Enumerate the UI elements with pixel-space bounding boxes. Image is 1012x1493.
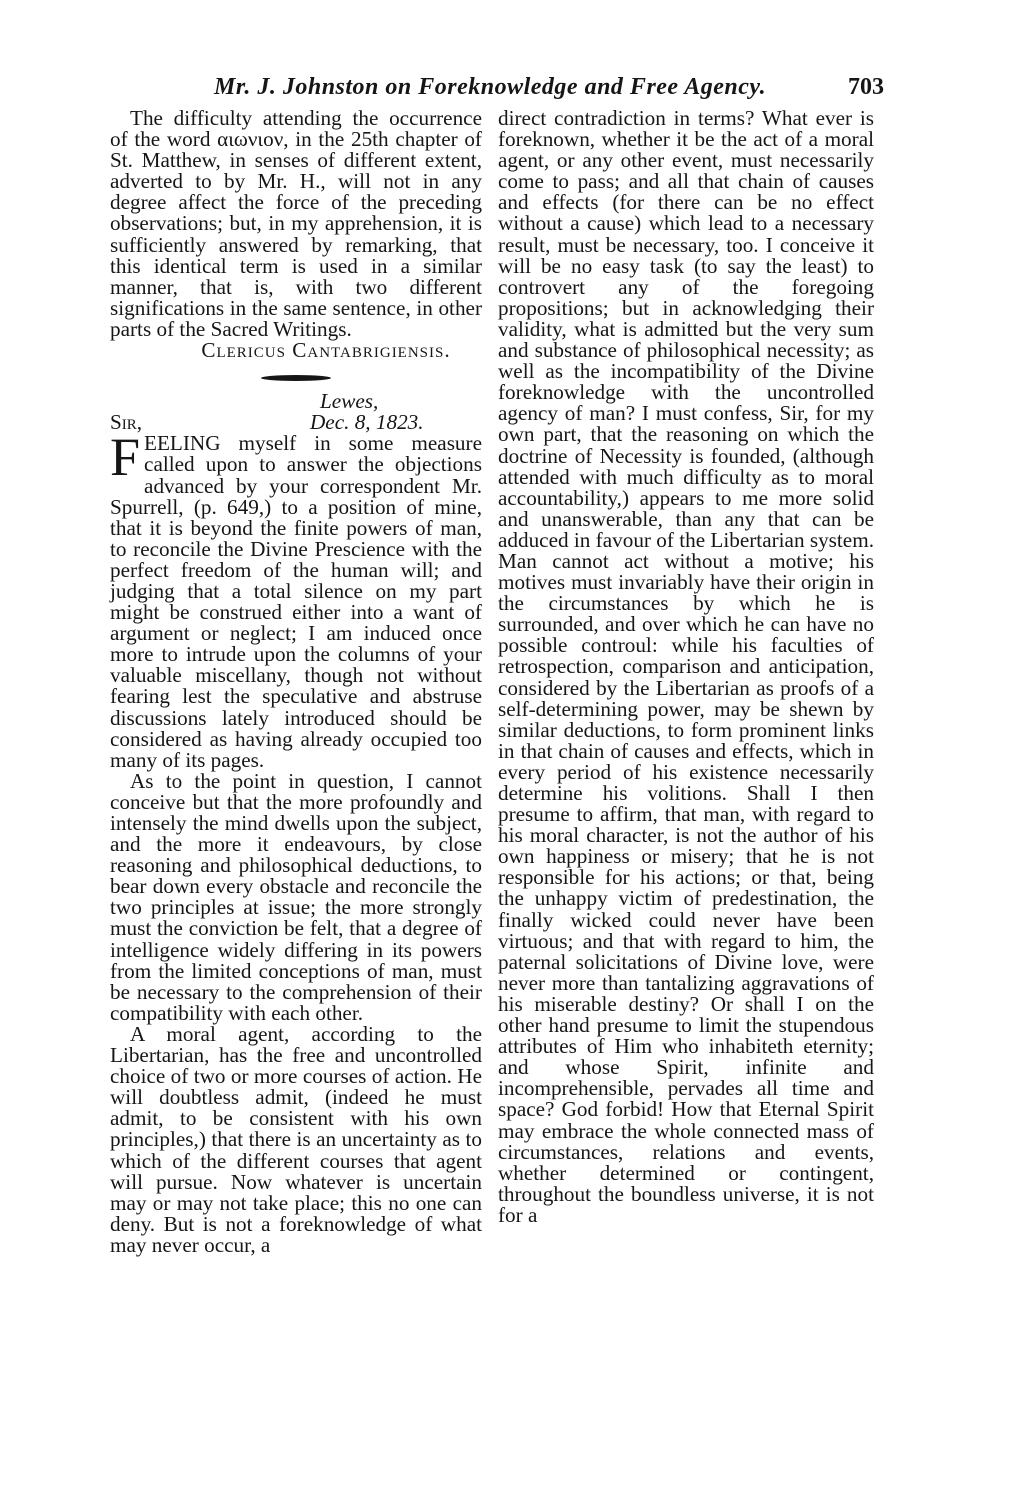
section-divider [261,375,331,381]
letter-place [110,391,482,412]
drop-cap: F [110,427,141,488]
continued-paragraph: direct contradiction in terms? What ever is foreknown, whether it be the act of a moral agent, or any other event, must necessarily come to pass; and all that chain of causes and effects (for there can be no effect without a cause) which lead to a necessary result, must be necessary, too. I conceive it will be no easy task (to say the least) to controvert any of the foregoing propositions; but in acknowledging their validity, what is admitted but the very sum and substance of philosophical necessity; as well as the incompatibility of the Divine foreknowledge with the uncontrolled agency of man? I must confess, Sir, for my own part, that the reasoning on which the doctrine of Necessity is founded, (although attended with much difficulty as to moral accountability,) appears to me more solid and unanswerable, than any that can be adduced in favour of the Libertarian system. Man cannot act without a motive; his motives must invariably have their origin in the circumstances by which he is surrounded, and over which he can have no possible controul: while his faculties of retrospection, comparison and anticipation, considered by the Libertarian as proofs of a self-determining power, may be shewn by similar deductions, to form prominent links in that chain of causes and effects, which in every period of his existence necessarily determine his volitions. Shall I then presume to affirm, that man, with regard to his moral character, is not the author of his own happiness or misery; that he is not responsible for his actions; or that, being the unhappy victim of predestination, the finally wicked could never have been virtuous; and that with regard to him, the paternal solicitations of Divine love, were never more than tantalizing aggravations of his miserable destiny? Or shall I on the other hand presume to limit the stupendous attributes of Him who inhabiteth eternity; and whose Spirit, infinite and incomprehensible, pervades all time and space? God forbid! How that Eternal Spirit may embrace the whole connected mass of circumstances, relations and events, whether determined or contingent, throughout the boundless universe, it is not for a [498,106,874,1227]
body-paragraph: As to the point in question, I cannot conceive but that the more profoundly and intensely the mind dwells upon the subject, and the more it endeavours, by close reasoning and philosophical deductions, to bear down every obstacle and reconcile the two principles at issue; the more strongly must the conviction be felt, that a degree of intelligence widely differing in its powers from the limited conceptions of man, must be necessary to the comprehension of their compatibility with each other. [110,768,482,1025]
salutation: Sir, [110,410,143,435]
opening-paragraph [110,427,482,772]
body-paragraph: A moral agent, according to the Libertarian, has the free and uncontrolled choice of two or more courses of action. He will doubtless admit, (indeed he must admit, to be consistent with his own principles,) that there is an uncertainty as to which of the different courses that agent will pursue. Now whatever is uncertain may or may not take place; this no one can deny. But is not a foreknowledge of what may never occur, a [110,1021,482,1257]
closing-paragraph: The difficulty attending the occurrence of the word αιωνιον, in the 25th chapter of St. Matthew, in senses of different extent, adverted to by Mr. H., will not in any degree affect the force of the preceding observations; but, in my apprehension, it is sufficiently answered by remarking, that this identical term is used in a similar manner, that is, with two different significations in the same sentence, in other parts of the Sacred Writings. [110,106,482,341]
right-column [498,108,874,1226]
opening-paragraph-text: EELING myself in some measure called upon to answer the objections advanced by your correspondent Mr. Spurrell, (p. 649,) to a position of mine, that it is beyond the finite powers of man, to reconcile the Divine Prescience with the perfect freedom of the human will; and judging that a total silence on my part might be construed either into a want of argument or neglect; I am induced once more to intrude upon the columns of your valuable miscellany, though not without fearing lest the speculative and abstruse discussions lately introduced should be considered as having already occupied too many of its pages. [110,431,482,772]
page-number: 703 [848,74,884,100]
letter-date: Dec. 8, 1823. [310,410,424,435]
running-title: Mr. J. Johnston on Foreknowledge and Free Agency. [214,74,767,100]
left-column [110,108,482,1256]
signature: Clericus Cantabrigiensis. [201,338,451,363]
place-name: Lewes, [320,389,379,414]
